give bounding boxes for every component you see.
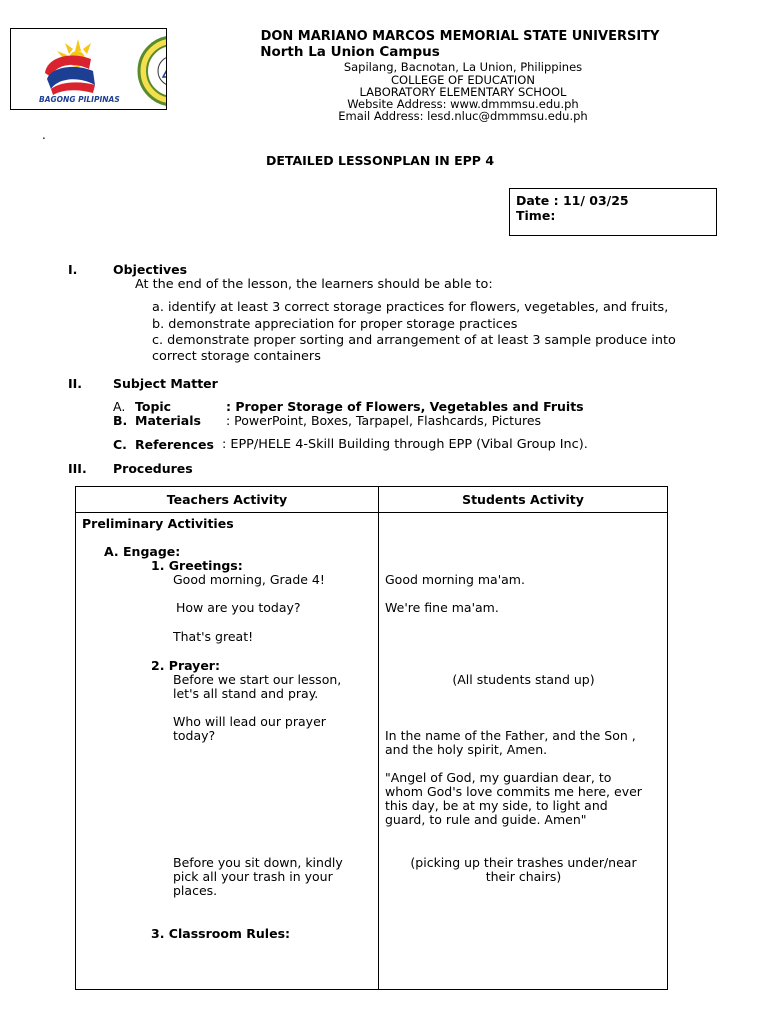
teacher-trash-line3: places. [173, 883, 218, 898]
student-prayer-line1: In the name of the Father, and the Son , [385, 728, 636, 743]
campus-name: North La Union Campus [260, 44, 440, 60]
date-label: Date : 11/ 03/25 [516, 193, 629, 208]
student-angel-line1: "Angel of God, my guardian dear, to [385, 770, 612, 785]
references-label: References [135, 437, 214, 452]
logo-text: BAGONG PILIPINAS [39, 95, 120, 104]
greetings-heading: 1. Greetings: [151, 558, 243, 573]
student-angel-line2: whom God's love commits me here, ever [385, 784, 642, 799]
objectives-number: I. [68, 262, 78, 277]
teacher-greeting: Good morning, Grade 4! [173, 572, 325, 587]
topic-label: Topic [135, 399, 172, 414]
teacher-lead-line2: today? [173, 728, 216, 743]
university-seal-icon [137, 35, 167, 107]
references-value: : EPP/HELE 4-Skill Building through EPP (Vibal Group Inc). [222, 437, 588, 452]
prayer-heading: 2. Prayer: [151, 658, 220, 673]
student-greeting: Good morning ma'am. [385, 572, 525, 587]
topic-value: : Proper Storage of Flowers, Vegetables and Fruits [226, 399, 584, 414]
email: Email Address: lesd.nluc@dmmmsu.edu.ph [338, 109, 588, 123]
teacher-prayer-line1: Before we start our lesson, [173, 672, 342, 687]
students-activity-header: Students Activity [379, 487, 668, 513]
objectives-heading: Objectives [113, 262, 188, 277]
student-fine: We're fine ma'am. [385, 600, 499, 615]
objective-b: b. demonstrate appreciation for proper storage practices [152, 317, 518, 332]
teacher-trash-line1: Before you sit down, kindly [173, 855, 343, 870]
objective-c-line2: correct storage containers [152, 349, 321, 364]
student-trash-line2: their chairs) [485, 869, 562, 884]
classroom-rules-heading: 3. Classroom Rules: [151, 926, 291, 941]
objective-c-line1: c. demonstrate proper sorting and arrangement of at least 3 sample produce into [152, 333, 676, 348]
teachers-activity-header: Teachers Activity [76, 487, 379, 513]
students-activity-cell [379, 513, 668, 990]
document-title: DETAILED LESSONPLAN IN EPP 4 [265, 153, 495, 168]
date-box [509, 188, 717, 236]
website: Website Address: www.dmmmsu.edu.ph [347, 97, 579, 111]
teacher-lead-line1: Who will lead our prayer [173, 714, 326, 729]
procedures-number: III. [68, 461, 87, 476]
preliminary-activities: Preliminary Activities [82, 516, 234, 531]
topic-letter: A. [113, 399, 126, 414]
teacher-prayer-line2: let's all stand and pray. [173, 686, 319, 701]
procedures-table [75, 486, 668, 990]
stray-dot: . [42, 128, 46, 142]
engage-heading: A. Engage: [104, 544, 181, 559]
materials-label: Materials [135, 413, 201, 428]
procedures-heading: Procedures [113, 461, 193, 476]
university-name: DON MARIANO MARCOS MEMORIAL STATE UNIVERSITY [260, 29, 660, 44]
college-name: COLLEGE OF EDUCATION [391, 73, 535, 87]
student-prayer-line2: and the holy spirit, Amen. [385, 742, 548, 757]
materials-letter: B. [113, 413, 128, 428]
objectives-intro: At the end of the lesson, the learners should be able to: [135, 277, 493, 292]
teachers-activity-cell [76, 513, 379, 990]
references-letter: C. [113, 437, 127, 452]
address: Sapilang, Bacnotan, La Union, Philippines [343, 60, 583, 74]
student-angel-line3: this day, be at my side, to light and [385, 798, 608, 813]
subject-matter-heading: Subject Matter [113, 376, 218, 391]
materials-value: : PowerPoint, Boxes, Tarpapel, Flashcards, Pictures [226, 413, 542, 428]
teacher-how-are-you: How are you today? [176, 600, 301, 615]
teacher-trash-line2: pick all your trash in your [173, 869, 333, 884]
objective-a: a. identify at least 3 correct storage practices for flowers, vegetables, and fruits, [152, 300, 669, 315]
school-name: LABORATORY ELEMENTARY SCHOOL [359, 85, 567, 99]
student-stand-up: (All students stand up) [452, 672, 595, 687]
time-label: Time: [516, 208, 556, 223]
header-logos [10, 28, 167, 110]
student-trash-line1: (picking up their trashes under/near [410, 855, 637, 870]
teacher-thats-great: That's great! [173, 629, 254, 644]
subject-matter-number: II. [68, 376, 83, 391]
student-angel-line4: guard, to rule and guide. Amen" [385, 812, 587, 827]
